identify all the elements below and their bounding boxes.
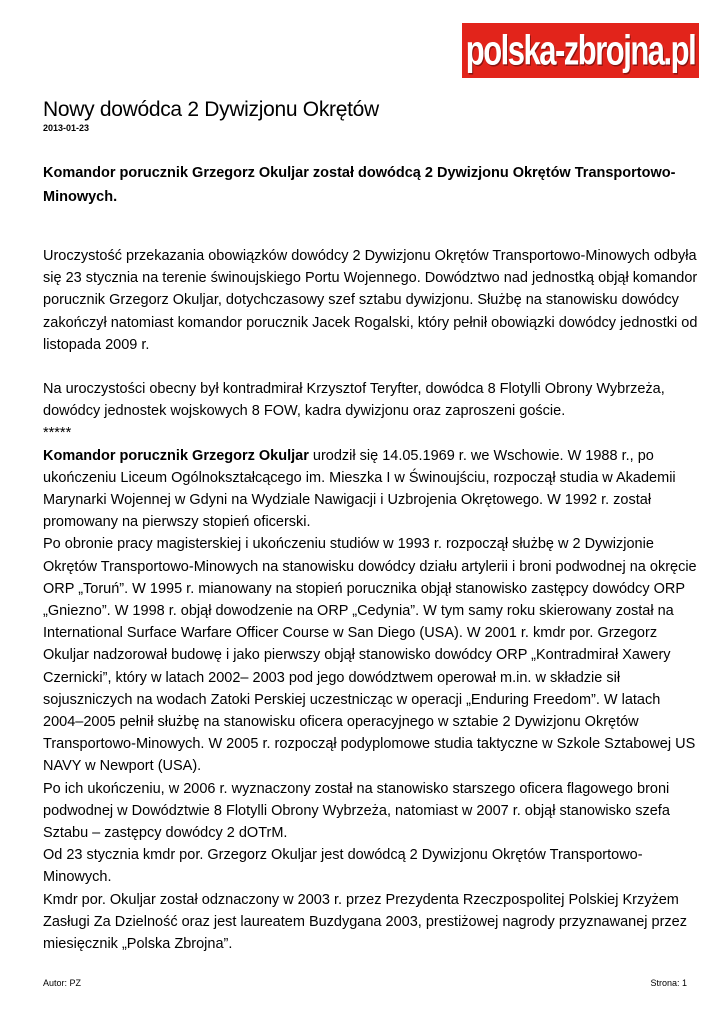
paragraph-2: Na uroczystości obecny był kontradmirał Krzysztof Teryfter, dowódca 8 Flotylli Obrony Wybrzeża, dowódcy jednostek wojskowych 8 FOW, kadra dywizjonu oraz zaproszeni goście. xyxy=(43,381,665,420)
separator: ***** xyxy=(43,425,72,442)
logo-text: polska-zbrojna.pl xyxy=(465,26,696,74)
bio-paragraph-2: Po obronie pracy magisterskiej i ukończeniu studiów w 1993 r. rozpoczął służbę w 2 Dywizjonie Okrętów Transportowo-Minowych na stanowisku dowódcy działu artylerii i broni podwodnej na okręcie ORP „Toruń”. W 1995 r. mianowany na stopień porucznika objął stanowisko zastępcy dowódcy ORP „Gniezno”. W 1998 r. objął dowodzenie na ORP „Cedynia”. W tym samy roku skierowany został na International Surface Warfare Officer Course w San Diego (USA). W 2001 r. kmdr por. Grzegorz Okuljar nadzorował budowę i jako pierwszy objął stanowisko dowódcy ORP „Kontradmirał Xawery Czernicki”, który w latach 2002– 2003 pod jego dowództwem operował m.in. w składzie sił sojuszniczych na wodach Zatoki Perskiej uczestnicząc w operacji „Enduring Freedom”. W latach 2004–2005 pełnił służbę na stanowisku oficera operacyjnego w sztabie 2 Dywizjonu Okrętów Transportowo-Minowych. W 2005 r. rozpoczął podyplomowe studia taktyczne w Szkole Sztabowej US NAVY w Newport (USA). xyxy=(43,536,697,775)
article-title: Nowy dowódca 2 Dywizjonu Okrętów xyxy=(43,98,379,121)
paragraph-1: Uroczystość przekazania obowiązków dowódcy 2 Dywizjonu Okrętów Transportowo-Minowych odbyła się 23 stycznia na terenie świnoujskiego Portu Wojennego. Dowództwo nad jednostką objął komandor porucznik Grzegorz Okuljar, dotychczasowy szef sztabu dywizjonu. Służbę na stanowisku dowódcy zakończył natomiast komandor porucznik Jacek Rogalski, który pełnił obowiązki dowódcy jednostki od listopada 2009 r. xyxy=(43,248,698,353)
footer-author: Autor: PZ xyxy=(43,978,82,988)
article-body xyxy=(43,245,703,955)
bio-name: Komandor porucznik Grzegorz Okuljar xyxy=(43,447,309,464)
bio-paragraph-1 xyxy=(43,445,703,534)
bio-paragraph-5: Kmdr por. Okuljar został odznaczony w 2003 r. przez Prezydenta Rzeczpospolitej Polskiej Krzyżem Zasługi Za Dzielność oraz jest laureatem Buzdygana 2003, prestiżowej nagrody przyznawanej przez miesięcznik „Polska Zbrojna”. xyxy=(43,891,687,953)
footer-page-number: Strona: 1 xyxy=(650,978,687,988)
bio-paragraph-3: Po ich ukończeniu, w 2006 r. wyznaczony został na stanowisko starszego oficera flagowego broni podwodnej w Dowództwie 8 Flotylli Obrony Wybrzeża, natomiast w 2007 r. objął stanowisko szefa Sztabu – zastępcy dowódcy 2 dOTrM. xyxy=(43,780,670,842)
site-logo xyxy=(462,23,699,78)
bio-text-1: urodził się 14.05.1969 r. we Wschowie. W 1988 r., po ukończeniu Liceum Ogólnokształcącego im. Mieszka I w Świnoujściu, rozpoczął studia w Akademii Marynarki Wojennej w Gdyni na Wydziale Nawigacji i Uzbrojenia Okrętowego. W 1992 r. został promowany na pierwszy stopień oficerski. xyxy=(43,447,676,531)
bio-paragraph-4: Od 23 stycznia kmdr por. Grzegorz Okuljar jest dowódcą 2 Dywizjonu Okrętów Transportowo-Minowych. xyxy=(43,847,643,886)
article-lead: Komandor porucznik Grzegorz Okuljar został dowódcą 2 Dywizjonu Okrętów Transportowo-Minowych. xyxy=(43,165,676,205)
article-date: 2013-01-23 xyxy=(43,123,90,133)
